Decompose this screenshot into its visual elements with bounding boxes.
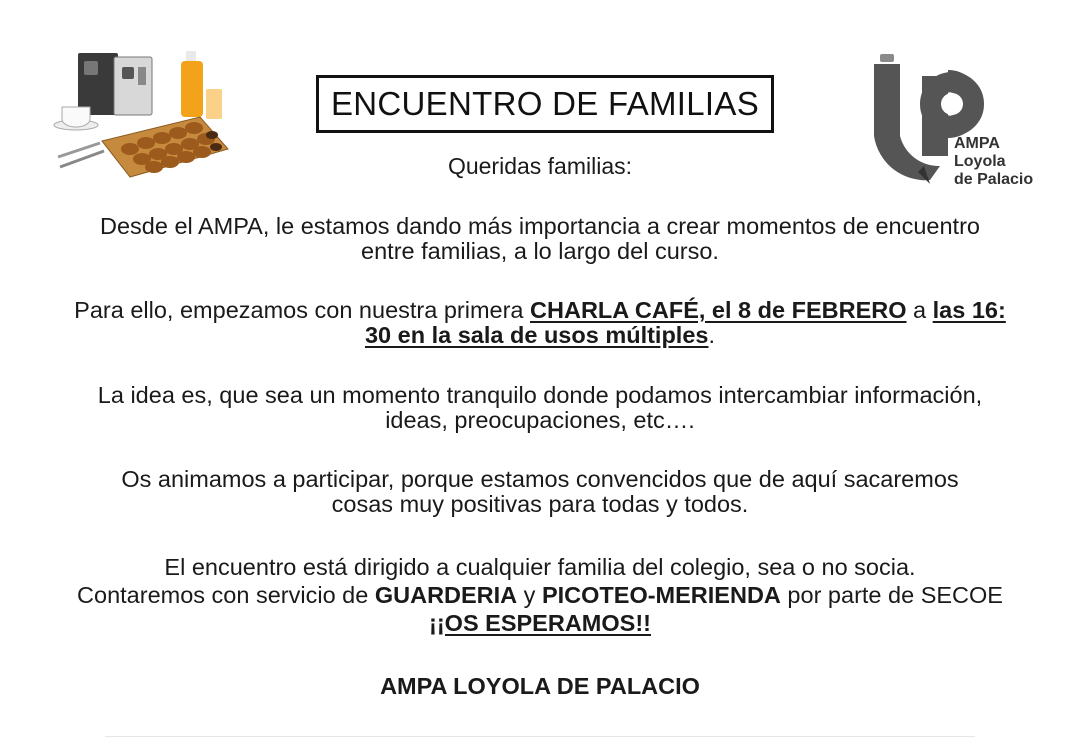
text: y [517,582,542,608]
text-line: ideas, preocupaciones, etc…. [385,407,695,433]
text: Contaremos con servicio de [77,582,375,608]
text-line [30,609,1050,637]
event-name-highlight: CHARLA CAFÉ, el 8 de FEBRERO [530,297,907,323]
paragraph-event [30,298,1050,348]
paragraph-encourage [30,467,1050,517]
text: Para ello, empezamos con nuestra primera [74,297,531,323]
signature: AMPA LOYOLA DE PALACIO [380,673,700,699]
text-line [30,581,1050,609]
text: a [906,297,933,323]
text-line: Desde el AMPA, le estamos dando más importancia a crear momentos de encuentro [100,213,980,239]
page-title: ENCUENTRO DE FAMILIAS [316,75,774,133]
closing-exclamation: ¡¡OS ESPERAMOS!! [429,610,651,636]
text: . [708,322,716,348]
event-time-highlight: las 16: [932,297,1006,323]
service-merienda: PICOTEO-MERIENDA [541,582,781,608]
text-line: entre familias, a lo largo del curso. [361,238,719,264]
paragraph-intro [30,214,1050,264]
text: por parte de SECOE [780,582,1003,608]
paragraph-idea [30,383,1050,433]
text-line [30,298,1050,323]
paragraph-details [30,553,1050,637]
text-line [30,323,1050,348]
logo-text-palacio: de Palacio [954,171,1034,188]
text-line: La idea es, que sea un momento tranquilo donde podamos intercambiar información, [97,382,983,408]
logo-text-loyola: Loyola [954,153,1006,170]
event-place-highlight: 30 en la sala de usos múltiples [364,322,709,348]
text-line: cosas muy positivas para todas y todos. [331,491,749,517]
text-line: El encuentro está dirigido a cualquier familia del colegio, sea o no socia. [164,554,916,580]
greeting: Queridas familias: [447,153,633,179]
divider [105,736,975,737]
text-line: Os animamos a participar, porque estamos convencidos que de aquí sacaremos [121,466,959,492]
logo-text-ampa: AMPA [954,135,1000,152]
service-guarderia: GUARDERIA [374,582,518,608]
